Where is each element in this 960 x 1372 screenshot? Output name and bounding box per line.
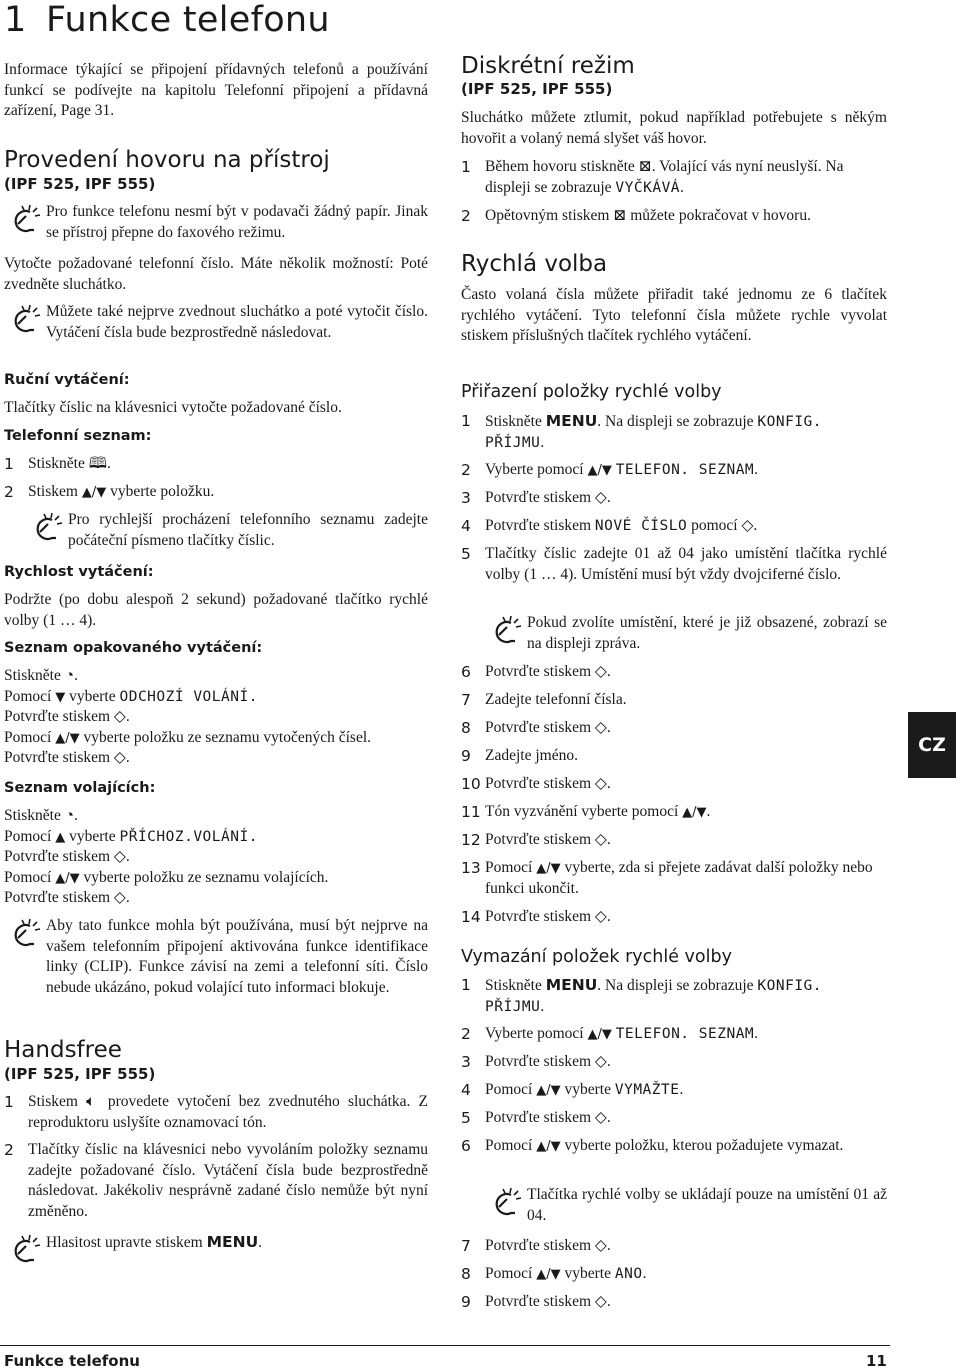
- ok-icon: ◇: [113, 889, 126, 906]
- redial-icon: ◔: [64, 807, 75, 824]
- mute-icon: ⊠: [613, 207, 627, 224]
- tip-paper: Pro funkce telefonu nesmí být v podavači žádný papír. Jinak se přístroj přepne do faxového režimu.: [4, 202, 428, 243]
- book-icon: 🕮: [88, 455, 107, 472]
- tip-icon: [4, 302, 46, 336]
- callers-title: Seznam volajících:: [4, 780, 156, 796]
- manual-text: Tlačítky číslic na klávesnici vytočte požadované číslo.: [4, 399, 342, 416]
- discreet-step-2: 2 Opětovným stiskem ⊠ můžete pokračovat v hovoru.: [461, 207, 811, 225]
- phonebook-step-1: 1 Stiskněte 🕮.: [4, 455, 111, 473]
- dial-text: Vytočte požadované telefonní číslo. Máte několik možností: Poté zvedněte sluchátko.: [4, 255, 428, 293]
- tip-volume: Hlasitost upravte stiskem MENU.: [4, 1232, 428, 1266]
- discreet-step-1: 1 Během hovoru stiskněte ⊠. Volající vás nyní neuslyší. Na displeji se zobrazuje VYČKÁVÁ.: [461, 158, 844, 196]
- delete-title: Vymazání položek rychlé volby: [461, 947, 732, 967]
- footer-rule: [0, 1345, 890, 1346]
- mute-icon: ⊠: [638, 158, 652, 175]
- section-title-discreet: Diskrétní režim: [461, 53, 635, 79]
- speed-dial-text: Podržte (po dobu alespoň 2 sekund) požadované tlačítko rychlé volby (1 … 4).: [4, 591, 428, 629]
- section-title-handsfree: Handsfree: [4, 1037, 122, 1063]
- redial-icon: ◔: [64, 667, 75, 684]
- ok-icon: ◇: [113, 708, 126, 725]
- phonebook-step-2: 2 Stiskem ▲/▼ vyberte položku.: [4, 483, 215, 501]
- redial-steps: Stiskněte ◔. Pomocí ▼ vyberte ODCHOZÍ VOLÁNÍ. Potvrďte stiskem ◇. Pomocí ▲/▼ vyberte položku ze seznamu vytočených čísel. Potvrďte stiskem ◇.: [4, 667, 371, 766]
- section-title-call: Provedení hovoru na přístroj: [4, 147, 330, 173]
- ok-icon: ◇: [113, 749, 126, 766]
- assign-title: Přiřazení položky rychlé volby: [461, 382, 722, 402]
- tip-icon: [4, 202, 46, 236]
- tip-occupied: Pokud zvolíte umístění, které je již obsazené, zobrazí se na displeji zpráva.: [461, 613, 887, 662]
- tip-handset: Můžete také nejprve zvednout sluchátko a poté vytočit číslo. Vytáčení čísla bude bezprostředně následovat.: [4, 302, 428, 343]
- discreet-text: Sluchátko můžete ztlumit, pokud například potřebujete s někým hovořit a volaný nemá slyšet váš hovor.: [461, 109, 887, 147]
- tip-icon: [4, 916, 46, 950]
- intro-text: Informace týkající se připojení přídavných telefonů a používání funkcí se podívejte na kapitolu Telefonní připojení a přídavná zařízení, Page 31.: [4, 61, 428, 119]
- footer-title: Funkce telefonu: [4, 1352, 140, 1370]
- chapter-title: 1 Funkce telefonu: [4, 0, 330, 40]
- section-title-speed: Rychlá volba: [461, 251, 608, 277]
- delete-steps: 1 Stiskněte MENU. Na displeji se zobrazuje KONFIG. PŘÍJMU. 2 Vyberte pomocí ▲/▼ TELEFON. SEZNAM. 3 Potvrďte stiskem ◇. 4 Pomocí ▲/▼ vyberte VYMAŽTE. 5 Potvrďte stiskem ◇. 6 Pomocí ▲/▼ vyberte položku, kterou požadujete vymazat. Tlačítka rychlé volby se ukládají pouze na umístění 01 až 04. 7 Potvrďte stiskem ◇. 8 Pomocí ▲/▼ vyberte ANO. 9 Potvrďte stiskem ◇.: [461, 976, 887, 1311]
- up-down-icon: ▲/▼: [81, 485, 107, 500]
- ok-icon: ◇: [113, 848, 126, 865]
- models-discreet: (IPF 525, IPF 555): [461, 80, 613, 98]
- models-call: (IPF 525, IPF 555): [4, 175, 156, 193]
- manual-title: Ruční vytáčení:: [4, 372, 130, 388]
- tip-icon: [4, 1232, 46, 1266]
- tip-locations: Tlačítka rychlé volby se ukládají pouze na umístění 01 až 04.: [461, 1185, 887, 1236]
- handsfree-step-2: 2 Tlačítky číslic na klávesnici nebo vyvoláním položky seznamu zadejte požadované číslo. Vytáčení čísla bude bezprostředně následovat. Jakékoliv nesprávně zadané číslo nemůže být nyní změněno.: [4, 1141, 428, 1220]
- redial-title: Seznam opakovaného vytáčení:: [4, 640, 263, 656]
- page-number: 11: [866, 1352, 887, 1370]
- tip-phonebook: Pro rychlejší procházení telefonního seznamu zadejte počáteční písmeno tlačítky číslic.: [4, 510, 428, 551]
- speaker-icon: 🔈︎: [86, 1093, 100, 1110]
- tip-clip: Aby tato funkce mohla být používána, musí být nejprve na vašem telefonním připojení aktivována funkce identifikace linky (CLIP). Funkce závisí na zemi a telefonní síti. Číslo nebude ukázáno, pokud volající tuto informaci blokuje.: [4, 916, 428, 998]
- speed-text: Často volaná čísla můžete přiřadit také jednomu ze 6 tlačítek rychlého vytáčení. Tyto telefonní čísla můžete rychle vyvolat stiskem příslušných tlačítek rychlého vytáčení.: [461, 286, 887, 344]
- phonebook-title: Telefonní seznam:: [4, 428, 152, 444]
- language-tab: CZ: [908, 712, 956, 778]
- speed-dial-title: Rychlost vytáčení:: [4, 564, 154, 580]
- tip-icon: [26, 510, 68, 544]
- assign-steps: 1 Stiskněte MENU. Na displeji se zobrazuje KONFIG. PŘÍJMU. 2 Vyberte pomocí ▲/▼ TELEFON. SEZNAM. 3 Potvrďte stiskem ◇. 4 Potvrďte stiskem NOVÉ ČÍSLO pomocí ◇. 5 Tlačítky číslic zadejte 01 až 04 jako umístění tlačítka rychlé volby (1 … 4). Umístění musí být vždy dvojciferné číslo. Pokud zvolíte umístění, které je již obsazené, zobrazí se na displeji zpráva. 6 Potvrďte stiskem ◇. 7 Zadejte telefonní čísla. 8 Potvrďte stiskem ◇. 9 Zadejte jméno. 10 Potvrďte stiskem ◇. 11 Tón vyzvánění vyberte pomocí ▲/▼. 12 Potvrďte stiskem ◇. 13 Pomocí ▲/▼ vyberte, zda si přejete zadávat další položky nebo funkci ukončit. 14 Potvrďte stiskem ◇.: [461, 412, 887, 926]
- callers-steps: Stiskněte ◔. Pomocí ▲ vyberte PŘÍCHOZ.VOLÁNÍ. Potvrďte stiskem ◇. Pomocí ▲/▼ vyberte položku ze seznamu volajících. Potvrďte stiskem ◇.: [4, 807, 329, 906]
- handsfree-step-1: 1 Stiskem 🔈︎ provedete vytočení bez zvednutého sluchátka. Z reproduktoru uslyšíte oznamovací tón.: [4, 1093, 429, 1131]
- models-handsfree: (IPF 525, IPF 555): [4, 1065, 156, 1083]
